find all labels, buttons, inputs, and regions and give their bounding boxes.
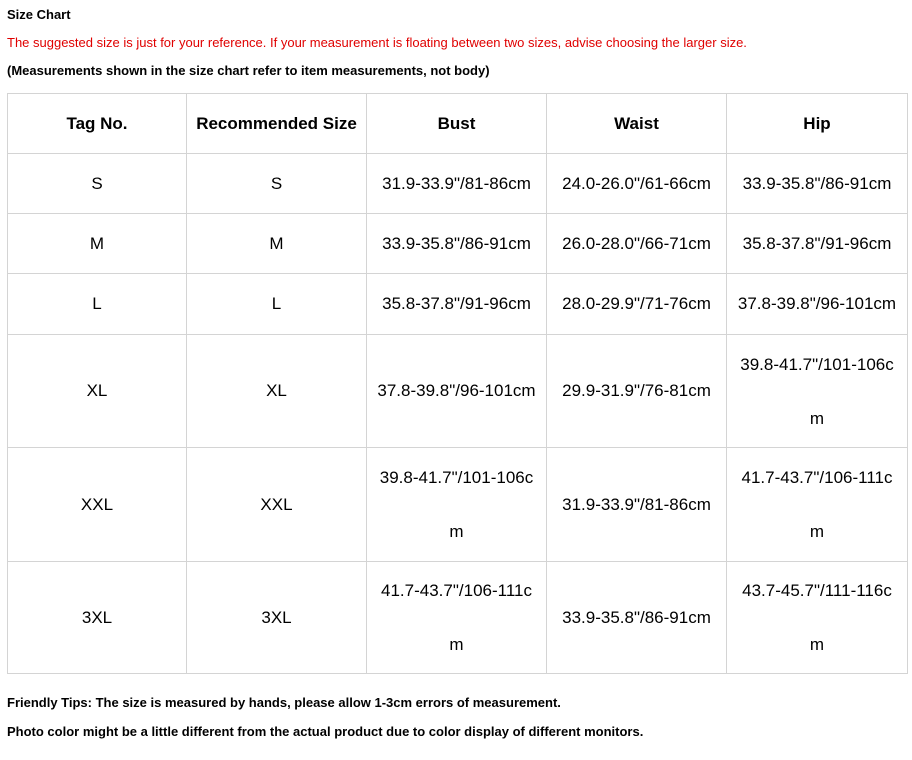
cell-text-wrap: m — [449, 635, 464, 654]
cell-waist: 24.0-26.0"/61-66cm — [547, 154, 727, 214]
table-row — [8, 335, 908, 448]
cell-tag-no: 3XL — [8, 562, 187, 674]
cell-tag-no: XXL — [8, 448, 187, 562]
cell-hip: 33.9-35.8"/86-91cm — [727, 154, 908, 214]
cell-waist: 33.9-35.8"/86-91cm — [547, 562, 727, 674]
cell-recommended-size: S — [187, 154, 367, 214]
cell-recommended-size: L — [187, 274, 367, 335]
cell-text-wrap: m — [809, 522, 825, 541]
cell-tag-no: M — [8, 214, 187, 274]
cell-text-line: 39.8-41.7"/101-106c — [740, 354, 894, 374]
measurement-note: (Measurements shown in the size chart refer to item measurements, not body) — [7, 63, 490, 78]
cell-hip — [727, 562, 908, 674]
cell-text-wrap: m — [809, 635, 825, 654]
column-header-hip: Hip — [727, 94, 908, 154]
friendly-tip-color: Photo color might be a little different from the actual product due to color display of different monitors. — [7, 724, 644, 739]
cell-waist: 31.9-33.9"/81-86cm — [547, 448, 727, 562]
column-header-waist: Waist — [547, 94, 727, 154]
cell-bust: 35.8-37.8"/91-96cm — [367, 274, 547, 335]
cell-hip — [727, 335, 908, 448]
table-row — [8, 562, 908, 674]
column-header-recommended-size: Recommended Size — [187, 94, 367, 154]
cell-text-line: 39.8-41.7"/101-106c — [379, 468, 534, 487]
cell-bust: 33.9-35.8"/86-91cm — [367, 214, 547, 274]
column-header-bust: Bust — [367, 94, 547, 154]
cell-hip — [727, 448, 908, 562]
column-header-tag-no: Tag No. — [8, 94, 187, 154]
size-advice-notice: The suggested size is just for your reference. If your measurement is floating between two sizes, advise choosing the larger size. — [7, 35, 747, 50]
cell-text-wrap: m — [809, 408, 825, 428]
table-row — [8, 448, 908, 562]
cell-hip: 37.8-39.8"/96-101cm — [727, 274, 908, 335]
cell-bust: 37.8-39.8"/96-101cm — [367, 335, 547, 448]
cell-waist: 29.9-31.9"/76-81cm — [547, 335, 727, 448]
cell-bust — [367, 448, 547, 562]
cell-bust: 31.9-33.9"/81-86cm — [367, 154, 547, 214]
friendly-tip-measurement: Friendly Tips: The size is measured by hands, please allow 1-3cm errors of measurement. — [7, 695, 561, 710]
size-chart-table — [7, 93, 908, 674]
cell-recommended-size: XXL — [187, 448, 367, 562]
cell-recommended-size: M — [187, 214, 367, 274]
cell-tag-no: L — [8, 274, 187, 335]
table-header-row — [8, 94, 908, 154]
cell-text-line: 41.7-43.7"/106-111c — [381, 581, 532, 600]
table-row — [8, 214, 908, 274]
cell-bust — [367, 562, 547, 674]
cell-text-line: 43.7-45.7"/111-116c — [742, 581, 892, 600]
cell-recommended-size: 3XL — [187, 562, 367, 674]
cell-waist: 28.0-29.9"/71-76cm — [547, 274, 727, 335]
table-row — [8, 274, 908, 335]
page-title: Size Chart — [7, 7, 71, 22]
cell-waist: 26.0-28.0"/66-71cm — [547, 214, 727, 274]
table-row — [8, 154, 908, 214]
cell-tag-no: XL — [8, 335, 187, 448]
size-table-body — [8, 154, 908, 674]
cell-text-line: 41.7-43.7"/106-111c — [741, 468, 893, 487]
cell-text-wrap: m — [449, 522, 464, 541]
cell-hip: 35.8-37.8"/91-96cm — [727, 214, 908, 274]
cell-recommended-size: XL — [187, 335, 367, 448]
cell-tag-no: S — [8, 154, 187, 214]
